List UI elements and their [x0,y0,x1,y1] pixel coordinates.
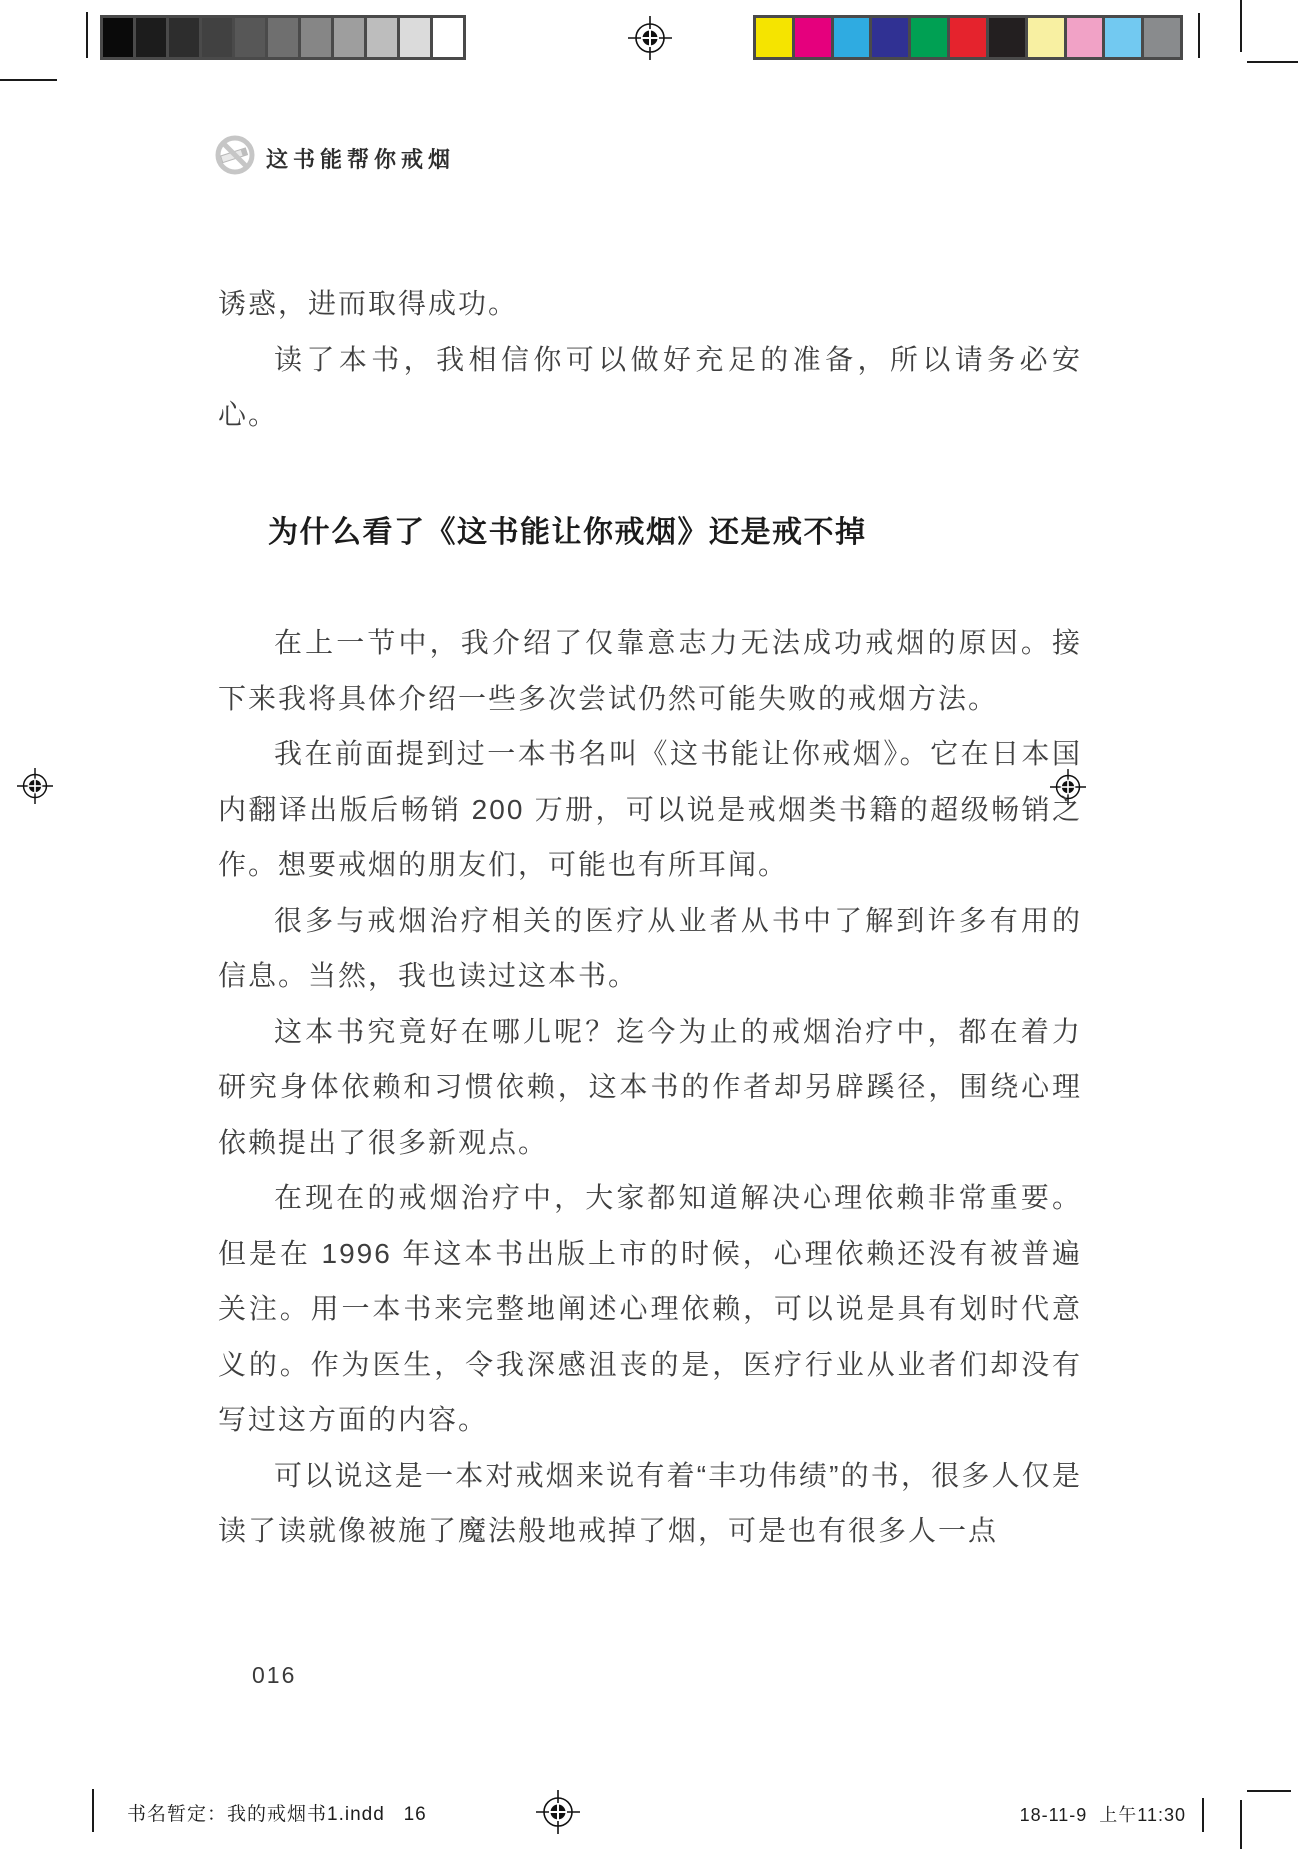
no-smoking-icon [214,134,256,176]
running-head-title: 这书能帮你戒烟 [266,147,456,172]
body-line: 读了本书，我相信你可以做好充足的准备，所以请务必安心。 [218,343,1082,430]
calibration-swatch [202,18,232,57]
calibration-swatch [433,18,463,57]
body-paragraph: 我在前面提到过一本书名叫《这书能让你戒烟》。它在日本国内翻译出版后畅销 200 万册，可以说是戒烟类书籍的超级畅销之作。想要戒烟的朋友们，可能也有所耳闻。 [218,738,1082,880]
registration-mark-icon [17,768,53,804]
calibration-swatch [1028,18,1064,57]
registration-mark-icon [628,16,672,60]
calibration-swatch [334,18,364,57]
calibration-swatch [950,18,986,57]
document-slug: 书名暂定：我的戒烟书1.indd 16 [127,1804,427,1825]
crop-mark [1247,61,1298,63]
body-line: 诱惑，进而取得成功。 [218,288,519,319]
page-number: 016 [252,1662,297,1688]
calibration-swatch [1067,18,1103,57]
body-paragraph: 可以说这是一本对戒烟来说有着“丰功伟绩”的书，很多人仅是读了读就像被施了魔法般地戒掉了烟，可是也有很多人一点 [218,1459,1082,1546]
crop-mark [1240,0,1242,52]
calibration-swatch [1144,18,1180,57]
crop-mark [1247,1790,1291,1792]
calibration-swatch [268,18,298,57]
crop-mark [1240,1800,1242,1849]
calibration-swatch [1105,18,1141,57]
color-calibration-bar [753,15,1183,60]
body-text-block [218,615,1082,1559]
grayscale-calibration-bar [100,15,466,60]
calibration-swatch [169,18,199,57]
crop-mark [92,1789,94,1832]
registration-mark-icon [536,1790,580,1834]
carryover-text-block [218,276,1082,443]
calibration-swatch [989,18,1025,57]
calibration-swatch [795,18,831,57]
calibration-swatch [911,18,947,57]
crop-mark [1198,13,1200,58]
crop-mark [1202,1798,1204,1832]
calibration-swatch [367,18,397,57]
calibration-swatch [136,18,166,57]
body-paragraph: 这本书究竟好在哪儿呢？迄今为止的戒烟治疗中，都在着力研究身体依赖和习惯依赖，这本书的作者却另辟蹊径，围绕心理依赖提出了很多新观点。 [218,1015,1082,1158]
calibration-swatch [400,18,430,57]
section-heading: 为什么看了《这书能让你戒烟》还是戒不掉 [268,516,867,549]
body-paragraph: 很多与戒烟治疗相关的医疗从业者从书中了解到许多有用的信息。当然，我也读过这本书。 [218,904,1082,991]
body-paragraph: 在上一节中，我介绍了仅靠意志力无法成功戒烟的原因。接下来我将具体介绍一些多次尝试仍然可能失败的戒烟方法。 [218,627,1082,714]
calibration-swatch [103,18,133,57]
crop-mark [0,79,57,81]
crop-mark [86,12,88,58]
calibration-swatch [834,18,870,57]
timestamp: 18-11-9 上午11:30 [1019,1805,1186,1825]
calibration-swatch [301,18,331,57]
calibration-swatch [872,18,908,57]
calibration-swatch [756,18,792,57]
body-paragraph: 在现在的戒烟治疗中，大家都知道解决心理依赖非常重要。但是在 1996 年这本书出版上市的时候，心理依赖还没有被普遍关注。用一本书来完整地阐述心理依赖，可以说是具有划时代意义的。作为医生，令我深感沮丧的是，医疗行业从业者们却没有写过这方面的内容。 [218,1182,1082,1435]
calibration-swatch [235,18,265,57]
